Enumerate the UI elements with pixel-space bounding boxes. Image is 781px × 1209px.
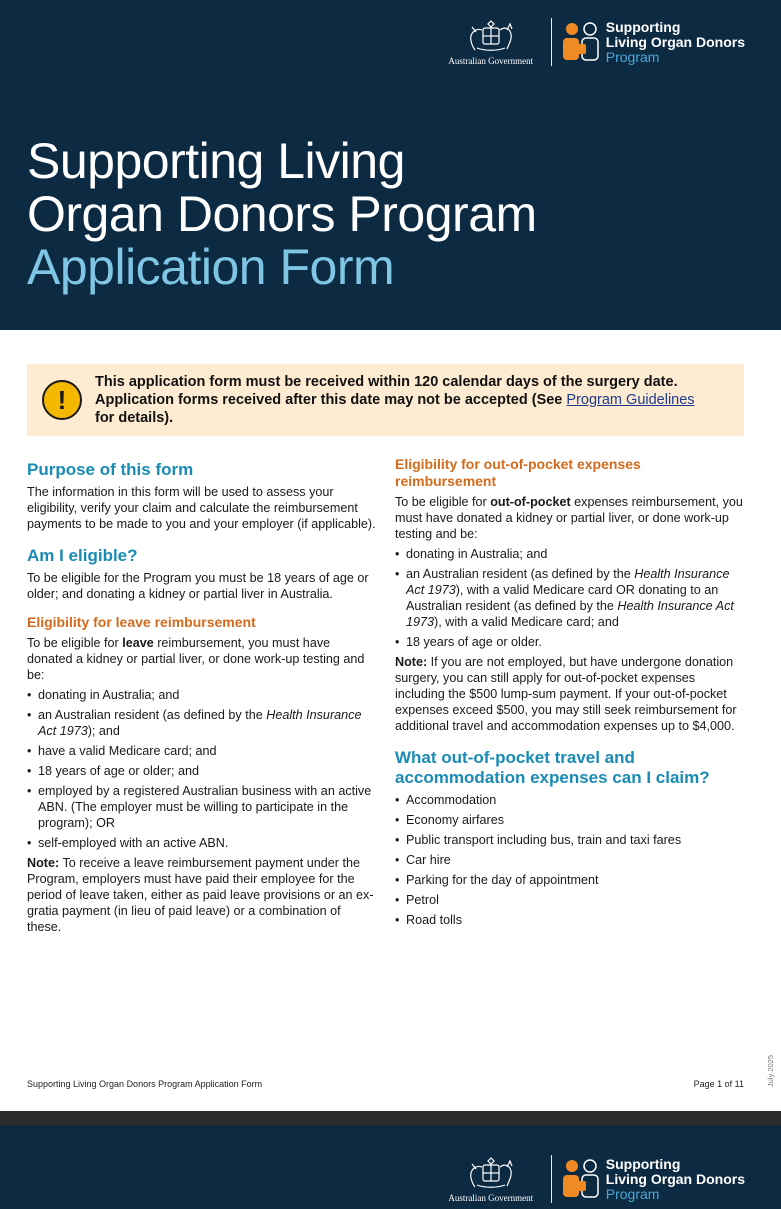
list-item: • self-employed with an active ABN. [27,835,377,851]
list-item: • 18 years of age or older. [395,634,745,650]
footer-doc-title: Supporting Living Organ Donors Program Application Form [27,1079,263,1089]
page-number: Page 1 of 11 [693,1079,744,1089]
leave-intro-a: To be eligible for [27,636,123,650]
alert-line3: for details). [95,410,174,426]
oop-intro-c: expenses reimbursement, you must have donated a kidney or partial liver, or done work-up testing and be: [395,495,743,541]
title-line-2: Organ Donors Program [27,186,537,242]
exclamation-icon: ! [42,380,82,420]
claim-expenses-list [395,792,745,928]
list-item-text: ), with a valid Medicare card OR donating to an Australian resident (as defined by the [406,583,719,613]
list-item-text: ), with a valid Medicare card; and [434,615,619,629]
list-item: • Public transport including bus, train and taxi fares [395,832,745,848]
australian-government-logo [443,1155,539,1203]
alert-part1: This application form must be received within [95,374,415,390]
list-item: • Car hire [395,852,745,868]
deadline-alert [27,364,744,436]
leave-criteria-list [27,687,377,851]
version-date: July 2025 [766,1055,775,1088]
slod-logo-text [606,20,745,65]
leave-note [27,855,377,935]
list-item-text: ); and [87,724,120,738]
next-page-header [0,1125,781,1209]
list-item: • donating in Australia; and [27,687,377,703]
note-label: Note: [395,655,428,669]
slod-logo-line3: Program [605,48,660,65]
right-column [395,452,745,932]
slod-logo-line1: Supporting [605,18,681,35]
australian-government-logo [443,18,539,66]
alert-highlight: 120 calendar days [414,374,540,390]
oop-criteria-list [395,546,745,650]
left-column [27,452,377,939]
list-item [27,707,377,739]
eligible-heading: Am I eligible? [27,546,138,565]
list-item-text: an Australian resident (as defined by the [38,708,267,722]
coat-of-arms-icon [465,1155,517,1191]
list-item-text: an Australian resident (as defined by the [406,567,635,581]
alert-text [95,373,695,427]
slod-program-logo [562,1157,745,1202]
list-item: • employed by a registered Australian business with an active ABN. (The employer must be willing to participate in the program); OR [27,783,377,831]
header-logos [443,1155,745,1203]
slod-logo-line3: Program [605,1185,660,1202]
act-name: Health Insurance Act 1973 [406,599,734,629]
purpose-heading: Purpose of this form [27,460,194,479]
page-separator [0,1111,781,1125]
list-item [395,566,745,630]
oop-intro [395,494,745,542]
alert-line2: Application forms received after this date may not be accepted (See [95,392,567,408]
list-item: • Road tolls [395,912,745,928]
leave-intro [27,635,377,683]
logo-divider [551,1155,552,1203]
australian-government-label: Australian Government [448,56,534,66]
header-logos [443,18,745,66]
list-item: • have a valid Medicare card; and [27,743,377,759]
coat-of-arms-icon [465,18,517,54]
slod-logo-line2: Living Organ Donors [605,1170,745,1187]
act-name: Health Insurance Act 1973 [406,567,730,597]
list-item: • Economy airfares [395,812,745,828]
list-item: • Parking for the day of appointment [395,872,745,888]
oop-intro-a: To be eligible for [395,495,491,509]
list-item: • Petrol [395,892,745,908]
note-text: To receive a leave reimbursement payment under the Program, employers must have paid their employee for the period of leave taken, either as paid leave provisions or an ex-gratia payment (in lieu of paid leave) or a combination of these. [27,856,374,934]
eligible-text: To be eligible for the Program you must be 18 years of age or older; and donating a kidney or partial liver in Australia. [27,571,369,601]
slod-logo-line1: Supporting [605,1155,681,1172]
program-guidelines-link[interactable]: Program Guidelines [566,392,695,408]
donor-people-icon [562,22,600,62]
leave-intro-c: reimbursement, you must have donated a kidney or partial liver, or done work-up testing and be: [27,636,365,682]
logo-divider [551,18,552,66]
oop-intro-b: out-of-pocket [490,495,571,509]
oop-heading: Eligibility for out-of-pocket expenses reimbursement [395,456,641,489]
australian-government-label: Australian Government [448,1193,534,1203]
note-label: Note: [27,856,60,870]
list-item: • donating in Australia; and [395,546,745,562]
title-line-1: Supporting Living [27,133,405,189]
leave-intro-b: leave [122,636,154,650]
header-banner [0,0,781,330]
list-item: • Accommodation [395,792,745,808]
slod-logo-line2: Living Organ Donors [605,33,745,50]
purpose-text: The information in this form will be used to assess your eligibility, verify your claim and calculate the reimbursement payments to be made to you and your employer (if applicable). [27,485,376,531]
leave-heading: Eligibility for leave reimbursement [27,614,256,630]
donor-people-icon [562,1159,600,1199]
slod-logo-text [606,1157,745,1202]
page-title [27,135,537,294]
act-name: Health Insurance Act 1973 [38,708,362,738]
claim-heading: What out-of-pocket travel and accommodation expenses can I claim? [395,748,710,787]
slod-program-logo [562,20,745,65]
note-text: If you are not employed, but have undergone donation surgery, you can still apply for out-of-pocket expenses including the $500 lump-sum payment. If your out-of-pocket expenses exceed $500, you may still seek reimbursement for additional travel and accommodation expenses up to $4,000. [395,655,737,733]
list-item: • 18 years of age or older; and [27,763,377,779]
title-line-3: Application Form [27,239,395,295]
oop-note [395,654,745,734]
alert-part2: of the surgery date. [539,374,678,390]
